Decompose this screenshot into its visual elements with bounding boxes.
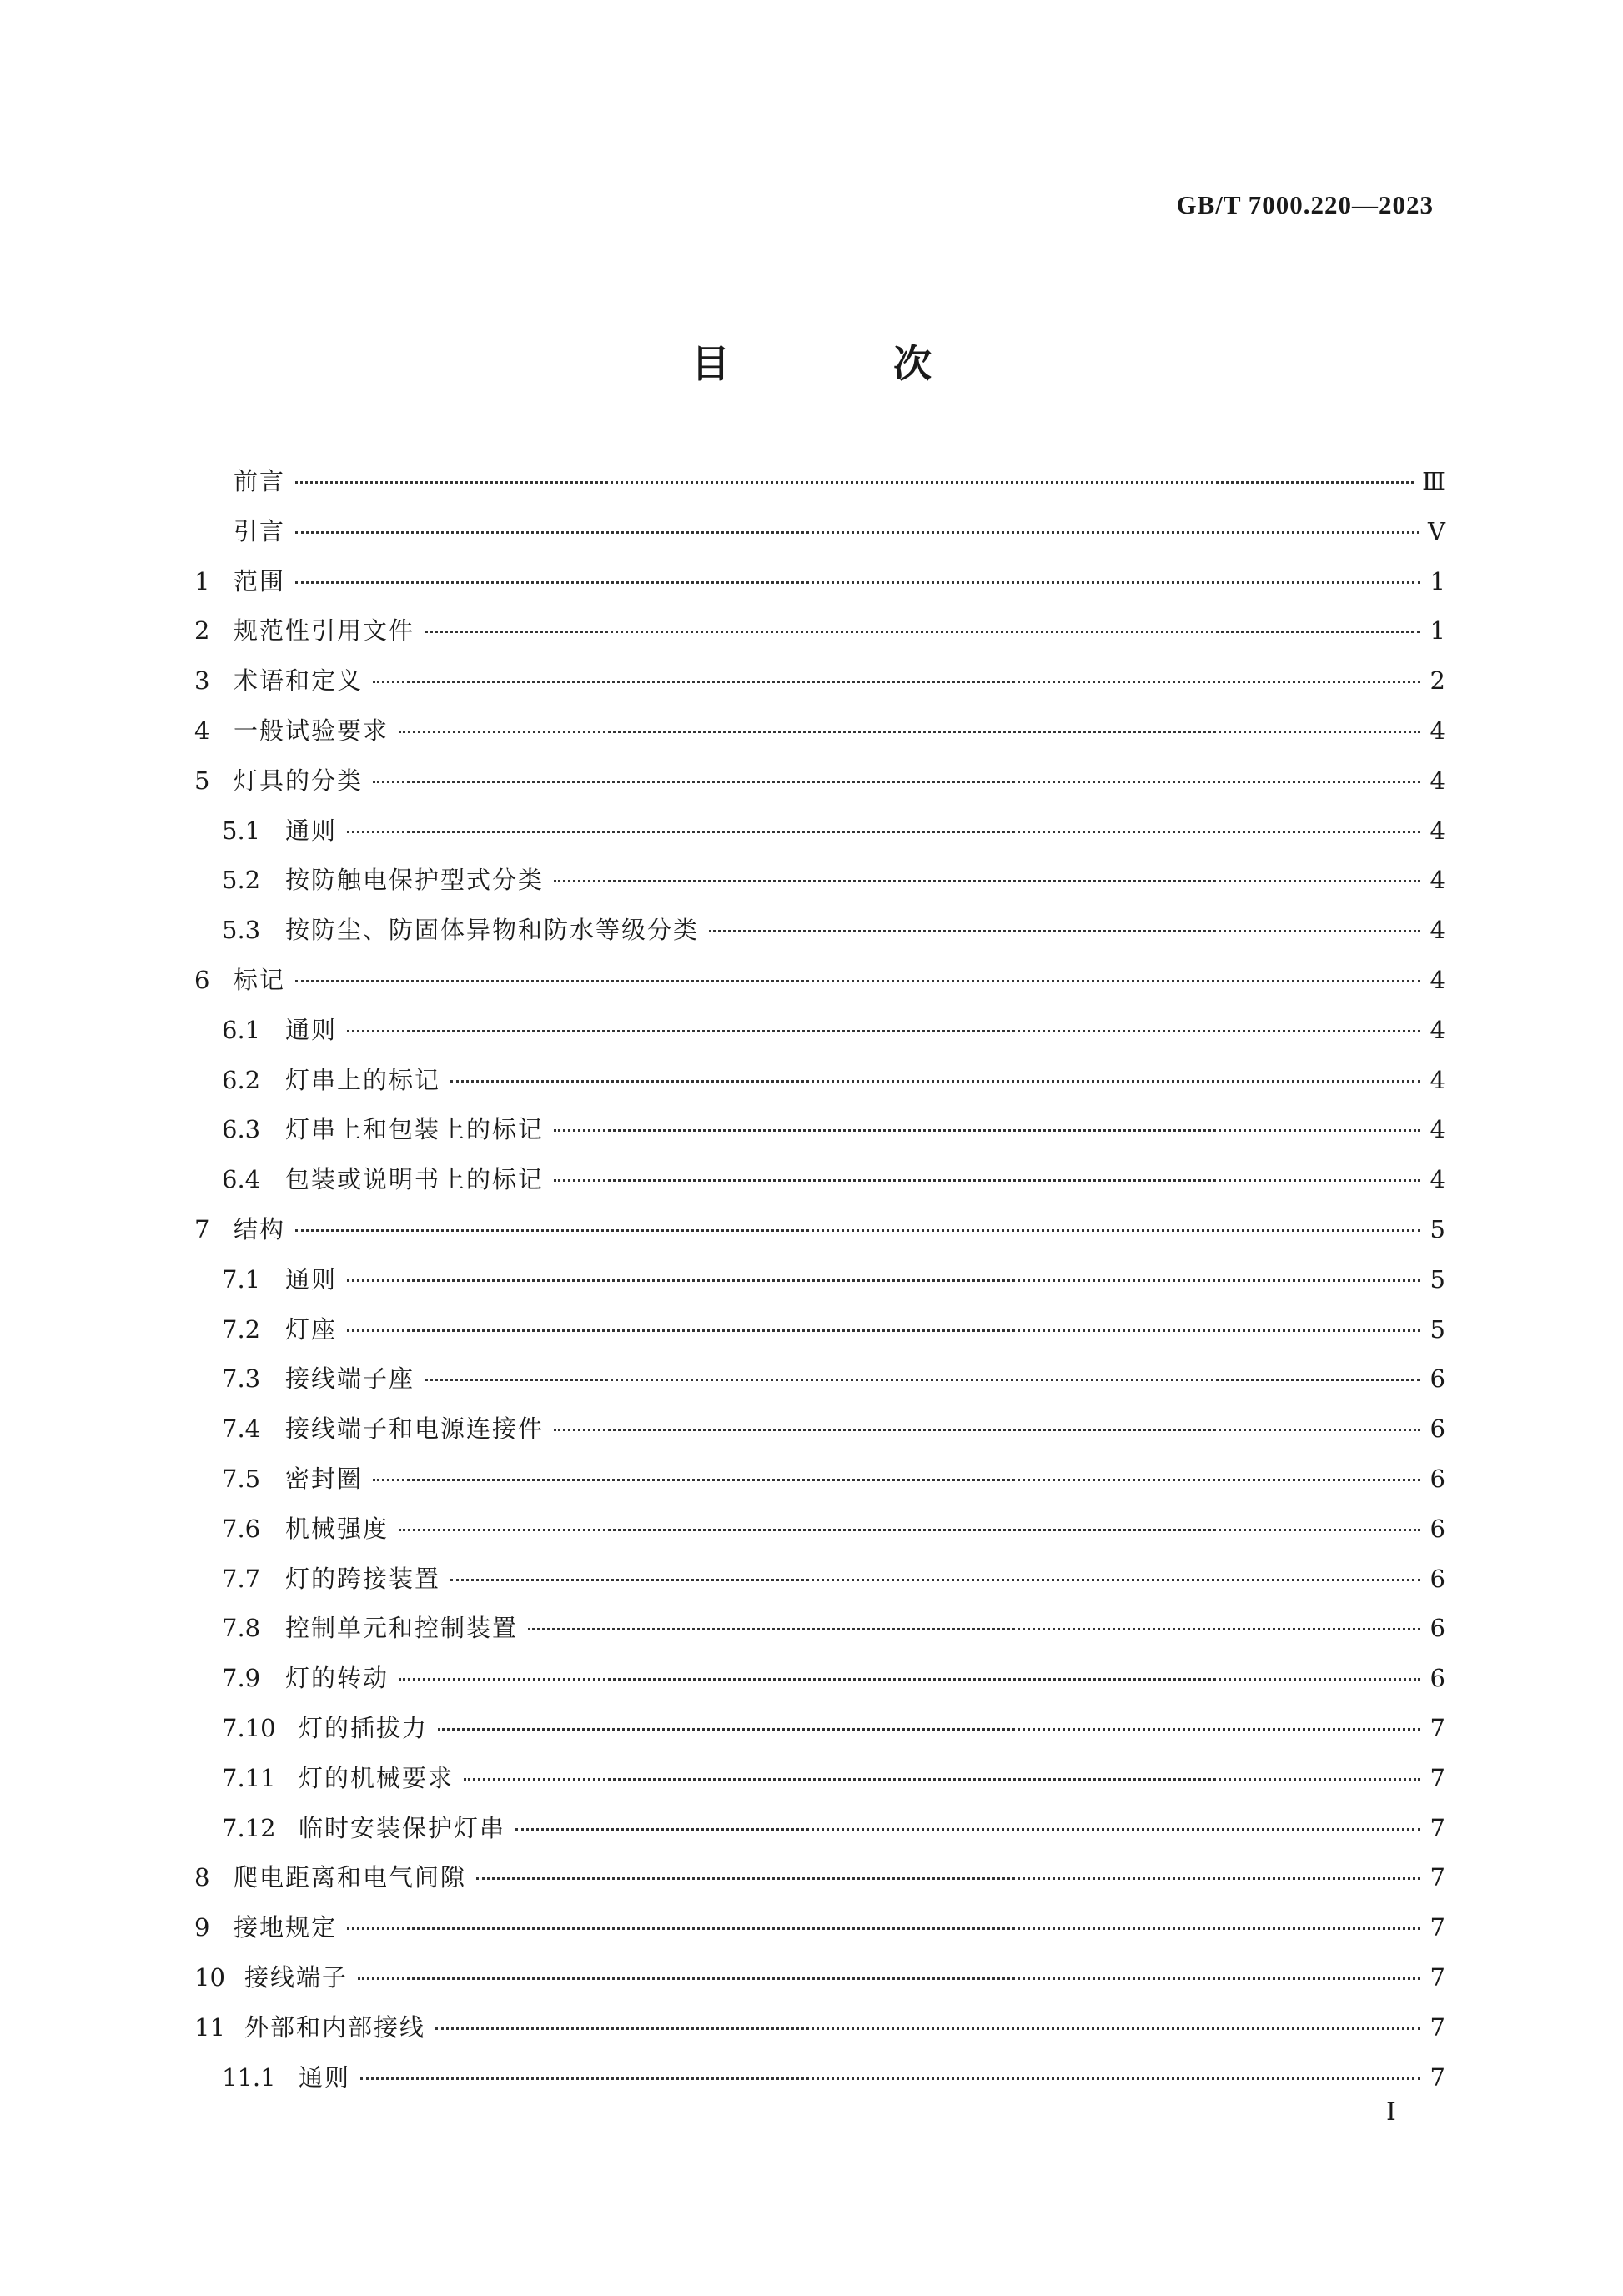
toc-entry-number: 6.3	[222, 1115, 261, 1144]
toc-entry-title: 接地规定	[234, 1913, 338, 1942]
toc-entry[interactable]	[194, 1460, 1445, 1510]
toc-entry-page: 6	[1430, 1664, 1445, 1693]
toc-entry-title: 接线端子和电源连接件	[285, 1414, 545, 1444]
toc-entry-number: 7.4	[222, 1414, 261, 1444]
toc-entry-title: 包装或说明书上的标记	[285, 1165, 545, 1194]
toc-entry-number: 7.8	[222, 1614, 261, 1643]
toc-entry-number: 5.3	[222, 916, 261, 945]
toc-entry-page: 1	[1430, 566, 1445, 595]
toc-entry[interactable]	[194, 912, 1445, 962]
toc-entry-number: 5	[194, 766, 210, 795]
toc-entry[interactable]	[194, 862, 1445, 912]
toc-entry-title: 按防触电保护型式分类	[285, 866, 545, 895]
toc-entry-title: 灯具的分类	[234, 766, 364, 795]
toc-entry-title: 通则	[285, 1264, 338, 1294]
toc-dot-leader	[347, 1279, 1420, 1282]
toc-entry-page: 5	[1430, 1264, 1445, 1294]
toc-dot-leader	[435, 2027, 1420, 2030]
toc-entry-page: 4	[1430, 1165, 1445, 1194]
toc-entry-number: 7.12	[222, 1813, 276, 1842]
toc-entry[interactable]	[194, 1211, 1445, 1261]
toc-entry-page: 6	[1430, 1414, 1445, 1444]
toc-entry-title: 规范性引用文件	[234, 616, 415, 646]
toc-entry-number: 5.1	[222, 816, 261, 845]
toc-entry-title: 结构	[234, 1214, 286, 1243]
toc-entry-title: 一般试验要求	[234, 716, 389, 745]
toc-dot-leader	[554, 1129, 1420, 1132]
toc-entry[interactable]	[194, 1161, 1445, 1211]
toc-entry-number: 7.10	[222, 1713, 276, 1742]
toc-dot-leader	[295, 531, 1419, 534]
toc-entry-title: 灯的转动	[285, 1664, 389, 1693]
toc-entry-title: 引言	[234, 516, 286, 545]
toc-entry-title: 按防尘、防固体异物和防水等级分类	[285, 916, 700, 945]
toc-dot-leader	[515, 1828, 1420, 1831]
toc-entry-title: 标记	[234, 965, 286, 994]
toc-entry-page: 4	[1430, 1115, 1445, 1144]
toc-entry-number: 7	[194, 1214, 210, 1243]
toc-dot-leader	[554, 1179, 1420, 1182]
toc-entry[interactable]	[194, 463, 1445, 513]
toc-dot-leader	[347, 831, 1420, 833]
toc-entry-title: 灯串上和包装上的标记	[285, 1115, 545, 1144]
toc-entry[interactable]	[194, 1261, 1445, 1311]
toc-dot-leader	[425, 1379, 1420, 1381]
toc-entry-page: Ⅲ	[1422, 467, 1445, 495]
toc-entry-number: 7.3	[222, 1364, 261, 1394]
toc-entry[interactable]	[194, 962, 1445, 1012]
toc-entry-title: 控制单元和控制装置	[285, 1614, 519, 1643]
toc-entry[interactable]	[194, 1710, 1445, 1760]
toc-entry-page: 4	[1430, 916, 1445, 945]
toc-dot-leader	[373, 1479, 1420, 1481]
toc-entry-number: 7.11	[222, 1763, 276, 1792]
toc-dot-leader	[347, 1030, 1420, 1032]
toc-entry-number: 11	[194, 2012, 225, 2042]
toc-dot-leader	[528, 1628, 1420, 1630]
toc-entry[interactable]	[194, 762, 1445, 812]
toc-entry-page: 1	[1430, 616, 1445, 646]
toc-entry-page: 7	[1430, 2012, 1445, 2042]
toc-entry-number: 11.1	[222, 2062, 276, 2092]
toc-entry-title: 外部和内部接线	[244, 2012, 426, 2042]
toc-entry-title: 灯的机械要求	[299, 1763, 455, 1792]
toc-dot-leader	[347, 1329, 1420, 1332]
toc-dot-leader	[373, 781, 1420, 783]
toc-dot-leader	[464, 1778, 1420, 1781]
toc-entry-page: 4	[1430, 816, 1445, 845]
toc-entry[interactable]	[194, 1610, 1445, 1660]
toc-entry[interactable]	[194, 513, 1445, 563]
toc-entry-title: 灯的插拔力	[299, 1713, 429, 1742]
toc-entry-title: 灯座	[285, 1314, 338, 1344]
toc-entry[interactable]	[194, 1012, 1445, 1062]
toc-entry-page: 7	[1430, 2062, 1445, 2092]
toc-entry[interactable]	[194, 1311, 1445, 1361]
toc-entry-number: 7.2	[222, 1314, 261, 1344]
toc-entry-page: 4	[1430, 716, 1445, 745]
toc-dot-leader	[295, 481, 1414, 484]
toc-entry-page: 6	[1430, 1364, 1445, 1394]
toc-entry-page: 7	[1430, 1713, 1445, 1742]
toc-entry-title: 范围	[234, 566, 286, 595]
toc-entry-title: 机械强度	[285, 1514, 389, 1543]
toc-entry-page: 4	[1430, 766, 1445, 795]
toc-dot-leader	[554, 1429, 1420, 1431]
toc-entry-number: 4	[194, 716, 210, 745]
toc-entry-title: 灯的跨接装置	[285, 1564, 441, 1593]
toc-entry-page: 7	[1430, 1813, 1445, 1842]
toc-entry-number: 6.2	[222, 1065, 261, 1094]
toc-entry-page: 7	[1430, 1763, 1445, 1792]
toc-entry-page: 5	[1430, 1314, 1445, 1344]
toc-dot-leader	[425, 631, 1420, 633]
toc-entry-title: 灯串上的标记	[285, 1065, 441, 1094]
toc-entry-page: 4	[1430, 1065, 1445, 1094]
toc-dot-leader	[709, 930, 1420, 932]
toc-entry-page: 7	[1430, 1913, 1445, 1942]
toc-entry-title: 前言	[234, 467, 286, 495]
toc-entry-page: 4	[1430, 1015, 1445, 1044]
toc-entry-title: 接线端子座	[285, 1364, 415, 1394]
toc-entry[interactable]	[194, 1111, 1445, 1161]
toc-entry-page: 6	[1430, 1614, 1445, 1643]
table-of-contents	[194, 463, 1445, 2108]
toc-entry-number: 9	[194, 1913, 210, 1942]
toc-dot-leader	[554, 880, 1420, 882]
page-number: Ⅰ	[1386, 2098, 1396, 2127]
toc-entry-page: 6	[1430, 1564, 1445, 1593]
toc-entry[interactable]	[194, 1062, 1445, 1112]
toc-entry-title: 通则	[285, 816, 338, 845]
toc-dot-leader	[399, 1678, 1420, 1681]
toc-dot-leader	[295, 1229, 1420, 1232]
toc-entry-number: 6.4	[222, 1165, 261, 1194]
toc-entry[interactable]	[194, 1510, 1445, 1560]
toc-entry-page: 7	[1430, 1863, 1445, 1892]
toc-entry[interactable]	[194, 563, 1445, 613]
toc-entry-page: Ⅴ	[1428, 516, 1445, 545]
toc-entry-page: 5	[1430, 1214, 1445, 1243]
toc-entry[interactable]	[194, 1660, 1445, 1710]
toc-entry-page: 7	[1430, 1962, 1445, 1992]
toc-entry[interactable]	[194, 1360, 1445, 1410]
toc-entry-page: 2	[1430, 666, 1445, 696]
toc-entry-title: 接线端子	[244, 1962, 349, 1992]
toc-dot-leader	[438, 1728, 1420, 1731]
toc-entry-number: 2	[194, 616, 210, 646]
toc-entry[interactable]	[194, 2059, 1445, 2109]
toc-entry-title: 密封圈	[285, 1464, 364, 1493]
toc-entry-title: 临时安装保护灯串	[299, 1813, 506, 1842]
toc-dot-leader	[399, 1529, 1420, 1531]
toc-entry[interactable]	[194, 1859, 1445, 1909]
toc-entry[interactable]	[194, 1810, 1445, 1860]
toc-entry-number: 7.1	[222, 1264, 261, 1294]
toc-dot-leader	[358, 1977, 1420, 1980]
toc-entry-number: 5.2	[222, 866, 261, 895]
toc-entry[interactable]	[194, 1410, 1445, 1460]
toc-title: 目 次	[691, 341, 1007, 386]
toc-entry-number: 7.5	[222, 1464, 261, 1493]
toc-entry-title: 通则	[285, 1015, 338, 1044]
toc-entry[interactable]	[194, 1760, 1445, 1810]
toc-entry-title: 通则	[299, 2062, 351, 2092]
toc-entry[interactable]	[194, 1560, 1445, 1610]
toc-entry-page: 6	[1430, 1464, 1445, 1493]
toc-entry[interactable]	[194, 2009, 1445, 2059]
toc-dot-leader	[347, 1927, 1420, 1930]
toc-dot-leader	[450, 1080, 1420, 1083]
toc-entry-number: 1	[194, 566, 210, 595]
toc-entry-number: 6	[194, 965, 210, 994]
toc-dot-leader	[450, 1579, 1420, 1581]
toc-entry-number: 3	[194, 666, 210, 696]
toc-entry[interactable]	[194, 1909, 1445, 1959]
toc-entry-title: 爬电距离和电气间隙	[234, 1863, 467, 1892]
toc-entry[interactable]	[194, 1959, 1445, 2009]
toc-dot-leader	[399, 731, 1420, 733]
toc-dot-leader	[295, 581, 1420, 584]
toc-entry[interactable]	[194, 612, 1445, 662]
standard-code: GB/T 7000.220—2023	[1176, 190, 1434, 219]
toc-entry-number: 10	[194, 1962, 225, 1992]
toc-entry[interactable]	[194, 662, 1445, 712]
toc-entry-page: 6	[1430, 1514, 1445, 1543]
toc-entry-number: 7.9	[222, 1664, 261, 1693]
toc-dot-leader	[476, 1877, 1420, 1880]
toc-entry-number: 6.1	[222, 1015, 261, 1044]
toc-entry[interactable]	[194, 712, 1445, 762]
toc-entry-number: 8	[194, 1863, 210, 1892]
toc-entry-title: 术语和定义	[234, 666, 364, 696]
toc-entry[interactable]	[194, 812, 1445, 862]
toc-entry-page: 4	[1430, 965, 1445, 994]
toc-entry-number: 7.6	[222, 1514, 261, 1543]
toc-dot-leader	[373, 681, 1420, 683]
toc-dot-leader	[360, 2077, 1420, 2080]
toc-dot-leader	[295, 980, 1420, 982]
toc-entry-page: 4	[1430, 866, 1445, 895]
toc-entry-number: 7.7	[222, 1564, 261, 1593]
